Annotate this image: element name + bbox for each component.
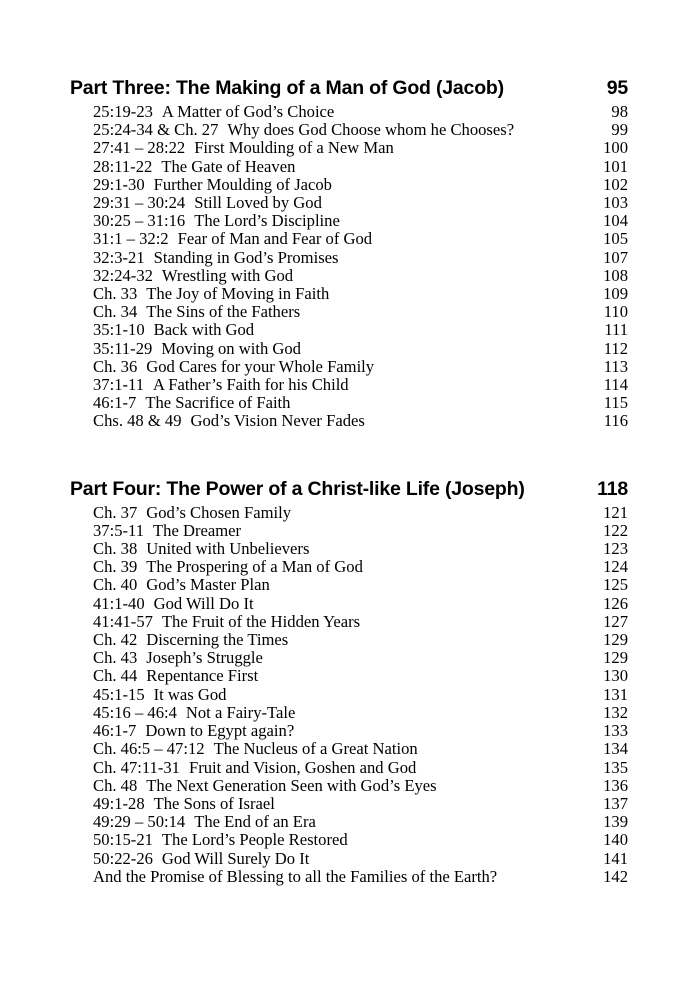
toc-entry-page-number: 107 xyxy=(603,247,628,267)
toc-entry-reference: 25:24-34 & Ch. 27 xyxy=(93,120,219,140)
toc-entry-reference: 37:1-11 xyxy=(93,375,145,395)
toc-entry-page-number: 116 xyxy=(603,411,628,431)
toc-entry[interactable] xyxy=(93,176,628,194)
toc-entry-title: Still Loved by God xyxy=(194,193,322,213)
toc-entry[interactable] xyxy=(93,613,628,631)
toc-entry-title: The Sacrifice of Faith xyxy=(145,393,291,413)
toc-entry-page-number: 134 xyxy=(603,739,628,759)
toc-entry[interactable] xyxy=(93,285,628,303)
toc-entry-title: It was God xyxy=(153,684,227,704)
toc-entry-page-number: 141 xyxy=(603,848,628,868)
toc-entry-title: Moving on with God xyxy=(161,338,301,358)
toc-entry-reference: 35:11-29 xyxy=(93,338,153,358)
toc-entry-page-number: 133 xyxy=(603,721,628,741)
toc-entry[interactable] xyxy=(93,394,628,412)
toc-entry-page-number: 103 xyxy=(603,193,628,213)
toc-entry-title: God’s Vision Never Fades xyxy=(190,411,365,431)
toc-entry-page-number: 105 xyxy=(603,229,628,249)
toc-entry[interactable] xyxy=(93,267,628,285)
toc-entry-reference: Ch. 48 xyxy=(93,775,138,795)
toc-entry[interactable] xyxy=(93,358,628,376)
toc-entry-page-number: 112 xyxy=(603,338,628,358)
toc-entry[interactable] xyxy=(93,340,628,358)
toc-entry-page-number: 127 xyxy=(603,611,628,631)
toc-entry[interactable] xyxy=(93,850,628,868)
toc-entry-title: Fruit and Vision, Goshen and God xyxy=(188,757,417,777)
part-heading xyxy=(70,477,628,501)
toc-entry[interactable] xyxy=(93,686,628,704)
toc-entry-title: The Nucleus of a Great Nation xyxy=(213,739,418,759)
toc-entry-title: Further Moulding of Jacob xyxy=(153,174,332,194)
toc-entry[interactable] xyxy=(93,868,628,886)
toc-entry[interactable] xyxy=(93,249,628,267)
toc-entry-list xyxy=(70,103,628,431)
toc-entry-page-number: 121 xyxy=(603,502,628,522)
toc-entry-title: Back with God xyxy=(153,320,255,340)
toc-entry-reference: 31:1 – 32:2 xyxy=(93,229,169,249)
toc-entry-title: God Will Do It xyxy=(153,593,254,613)
toc-entry-title: The Lord’s Discipline xyxy=(194,211,340,231)
toc-entry-page-number: 111 xyxy=(604,320,628,340)
toc-entry[interactable] xyxy=(93,504,628,522)
toc-entry-reference: Ch. 33 xyxy=(93,284,138,304)
toc-entry-title: The Sins of the Fathers xyxy=(146,302,301,322)
part-heading-title: Part Four: The Power of a Christ-like Life (Joseph) xyxy=(70,477,525,500)
toc-entry[interactable] xyxy=(93,103,628,121)
part-heading-title: Part Three: The Making of a Man of God (Jacob) xyxy=(70,77,504,99)
toc-entry[interactable] xyxy=(93,831,628,849)
toc-entry-reference: Ch. 39 xyxy=(93,557,138,577)
toc-entry-title: God Will Surely Do It xyxy=(161,848,310,868)
toc-entry[interactable] xyxy=(93,759,628,777)
toc-entry-reference: Chs. 48 & 49 xyxy=(93,411,182,431)
toc-entry-page-number: 140 xyxy=(603,830,628,850)
toc-entry[interactable] xyxy=(93,121,628,139)
toc-entry[interactable] xyxy=(93,376,628,394)
toc-entry-reference: Ch. 44 xyxy=(93,666,138,686)
toc-entry-reference: Ch. 47:11-31 xyxy=(93,757,180,777)
toc-entry-reference: Ch. 40 xyxy=(93,575,138,595)
toc-entry-title: God Cares for your Whole Family xyxy=(146,356,375,376)
toc-entry[interactable] xyxy=(93,158,628,176)
toc-part xyxy=(70,76,628,431)
toc-entry-title: The Lord’s People Restored xyxy=(161,830,348,850)
toc-entry-title: Discerning the Times xyxy=(146,630,289,650)
toc-entry[interactable] xyxy=(93,194,628,212)
toc-entry-page-number: 102 xyxy=(603,174,628,194)
toc-entry-page-number: 125 xyxy=(603,575,628,595)
toc-entry-reference: Ch. 36 xyxy=(93,356,138,376)
toc-entry-reference: Ch. 42 xyxy=(93,630,138,650)
toc-entry-title: United with Unbelievers xyxy=(146,539,310,559)
toc-entry-page-number: 126 xyxy=(603,593,628,613)
toc-entry-page-number: 135 xyxy=(603,757,628,777)
toc-entry-reference: 29:1-30 xyxy=(93,174,145,194)
toc-entry-reference: 32:3-21 xyxy=(93,247,145,267)
toc-entry-title: Standing in God’s Promises xyxy=(153,247,339,267)
toc-entry-page-number: 130 xyxy=(603,666,628,686)
toc-entry[interactable] xyxy=(93,667,628,685)
toc-entry-title: Repentance First xyxy=(146,666,259,686)
toc-entry-reference: 45:1-15 xyxy=(93,684,145,704)
toc-entry-page-number: 122 xyxy=(603,520,628,540)
toc-entry-reference: Ch. 37 xyxy=(93,502,138,522)
toc-entry-page-number: 129 xyxy=(603,630,628,650)
toc-entry-page-number: 131 xyxy=(603,684,628,704)
toc-entry[interactable] xyxy=(93,139,628,157)
toc-entry-page-number: 123 xyxy=(603,539,628,559)
toc-entry-reference: 41:1-40 xyxy=(93,593,145,613)
toc-entry-title: Joseph’s Struggle xyxy=(146,648,263,668)
toc-entry-reference: Ch. 38 xyxy=(93,539,138,559)
toc-entry-title: And the Promise of Blessing to all the Families of the Earth? xyxy=(93,866,498,886)
toc-entry-page-number: 136 xyxy=(603,775,628,795)
toc-entry-reference: 46:1-7 xyxy=(93,393,137,413)
toc-entry-reference: 32:24-32 xyxy=(93,265,153,285)
toc-entry-title: The Prospering of a Man of God xyxy=(146,557,363,577)
toc-entry-title: The Sons of Israel xyxy=(153,793,275,813)
toc-entry[interactable] xyxy=(93,649,628,667)
toc-entry-reference: 37:5-11 xyxy=(93,520,145,540)
toc-entry-title: The Gate of Heaven xyxy=(161,156,296,176)
toc-entry[interactable] xyxy=(93,631,628,649)
toc-entry-reference: 45:16 – 46:4 xyxy=(93,702,177,722)
toc-entry-title: Why does God Choose whom he Chooses? xyxy=(227,120,515,140)
toc-entry-title: Wrestling with God xyxy=(161,265,294,285)
toc-entry[interactable] xyxy=(93,576,628,594)
toc-entry-reference: 41:41-57 xyxy=(93,611,153,631)
toc-entry[interactable] xyxy=(93,777,628,795)
toc-entry-page-number: 139 xyxy=(603,812,628,832)
toc-entry-page-number: 99 xyxy=(611,120,628,140)
toc-entry-reference: 29:31 – 30:24 xyxy=(93,193,186,213)
toc-entry-reference: 25:19-23 xyxy=(93,102,153,121)
toc-entry[interactable] xyxy=(93,303,628,321)
toc-entry-page-number: 129 xyxy=(603,648,628,668)
toc-entry[interactable] xyxy=(93,722,628,740)
part-heading xyxy=(70,76,628,100)
toc-entry-reference: 49:29 – 50:14 xyxy=(93,812,186,832)
toc-entry-page-number: 124 xyxy=(603,557,628,577)
toc-entry-title: Not a Fairy-Tale xyxy=(185,702,296,722)
toc-entry-reference: 50:15-21 xyxy=(93,830,153,850)
toc-entry-title: First Moulding of a New Man xyxy=(194,138,394,158)
toc-entry[interactable] xyxy=(93,230,628,248)
toc-entry[interactable] xyxy=(93,740,628,758)
toc-entry-reference: 49:1-28 xyxy=(93,793,145,813)
toc-entry-reference: Ch. 43 xyxy=(93,648,138,668)
toc-entry[interactable] xyxy=(93,558,628,576)
toc-entry-page-number: 109 xyxy=(603,284,628,304)
toc-entry-reference: 27:41 – 28:22 xyxy=(93,138,186,158)
toc-entry-page-number: 142 xyxy=(603,866,628,886)
toc-entry-title: Down to Egypt again? xyxy=(145,721,295,741)
toc-entry-reference: 28:11-22 xyxy=(93,156,153,176)
toc-entry-reference: 46:1-7 xyxy=(93,721,137,741)
toc-entry-page-number: 132 xyxy=(603,702,628,722)
toc-entry-page-number: 100 xyxy=(603,138,628,158)
toc-entry-title: God’s Master Plan xyxy=(146,575,270,595)
toc-entry-page-number: 137 xyxy=(603,793,628,813)
toc-entry-title: The Joy of Moving in Faith xyxy=(146,284,330,304)
toc-entry-title: The Fruit of the Hidden Years xyxy=(161,611,361,631)
toc-entry[interactable] xyxy=(93,321,628,339)
toc-entry-title: The Dreamer xyxy=(153,520,241,540)
toc-entry-page-number: 113 xyxy=(603,356,628,376)
toc-entry-page-number: 104 xyxy=(603,211,628,231)
part-heading-page-number: 118 xyxy=(597,477,628,500)
toc-entry[interactable] xyxy=(93,704,628,722)
toc-entry-page-number: 114 xyxy=(603,375,628,395)
toc-entry-page-number: 110 xyxy=(603,302,628,322)
toc-entry-page-number: 115 xyxy=(603,393,628,413)
toc-entry-reference: 35:1-10 xyxy=(93,320,145,340)
part-heading-page-number: 95 xyxy=(606,77,628,99)
toc-entry-title: God’s Chosen Family xyxy=(146,502,292,522)
toc-entry-title: The Next Generation Seen with God’s Eyes xyxy=(146,775,437,795)
toc-entry[interactable] xyxy=(93,212,628,230)
toc-entry-reference: 50:22-26 xyxy=(93,848,153,868)
toc-entry-list xyxy=(70,504,628,886)
table-of-contents xyxy=(70,76,628,886)
toc-entry-page-number: 108 xyxy=(603,265,628,285)
toc-entry[interactable] xyxy=(93,522,628,540)
toc-entry[interactable] xyxy=(93,795,628,813)
toc-entry-title: A Father’s Faith for his Child xyxy=(153,375,349,395)
toc-entry-title: The End of an Era xyxy=(194,812,316,832)
toc-entry-reference: Ch. 46:5 – 47:12 xyxy=(93,739,205,759)
toc-entry-page-number: 101 xyxy=(603,156,628,176)
toc-entry-title: A Matter of God’s Choice xyxy=(161,102,335,121)
toc-entry[interactable] xyxy=(93,540,628,558)
toc-entry-reference: 30:25 – 31:16 xyxy=(93,211,186,231)
toc-entry-reference: Ch. 34 xyxy=(93,302,138,322)
toc-part xyxy=(70,477,628,886)
toc-entry[interactable] xyxy=(93,412,628,430)
toc-entry-title: Fear of Man and Fear of God xyxy=(177,229,373,249)
toc-entry[interactable] xyxy=(93,813,628,831)
toc-entry-page-number: 98 xyxy=(611,102,628,121)
toc-entry[interactable] xyxy=(93,595,628,613)
